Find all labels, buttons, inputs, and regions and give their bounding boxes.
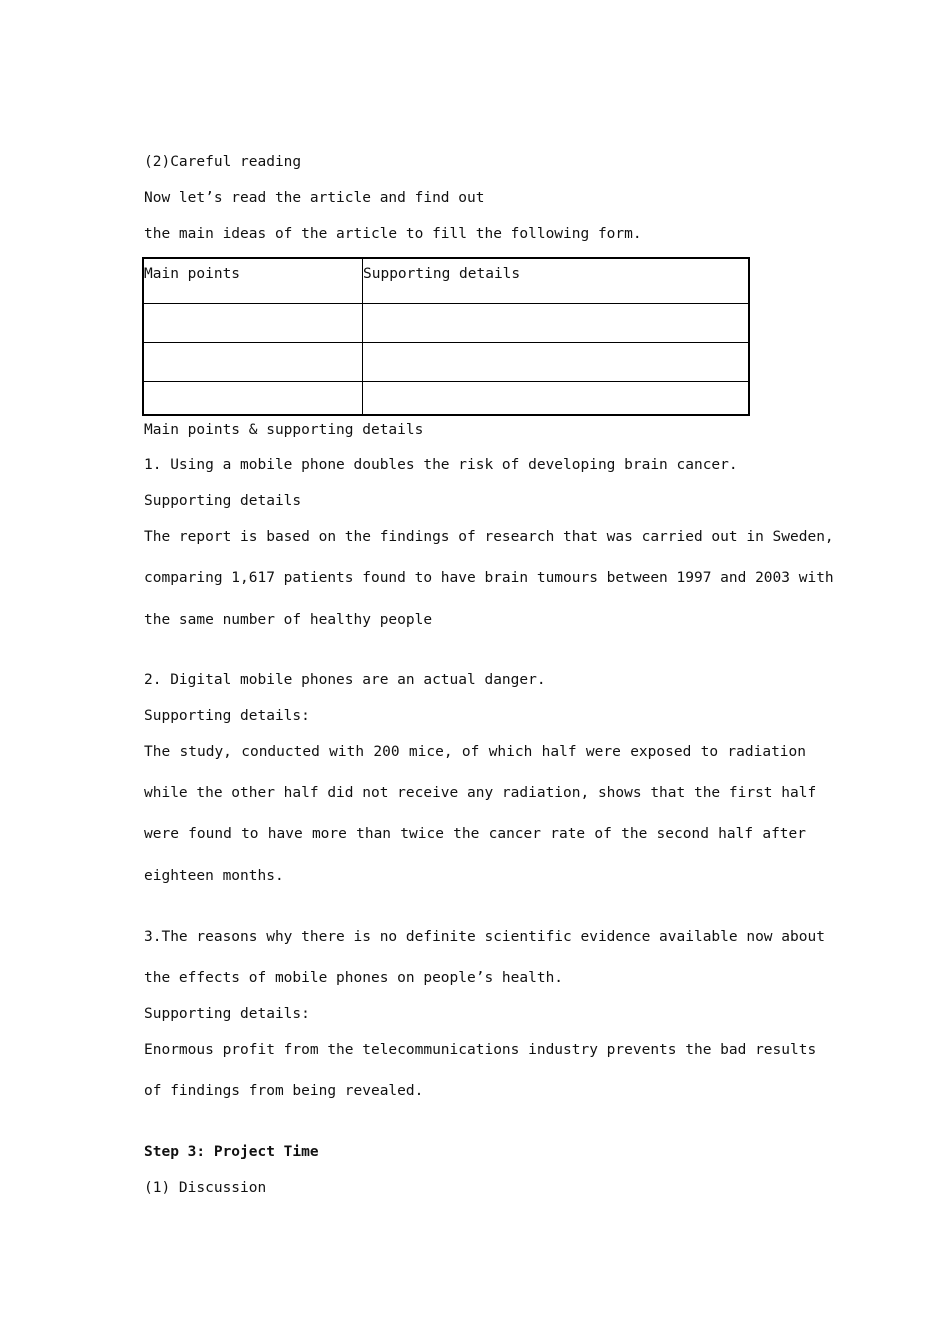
form-header-supporting-details: Supporting details [363,258,750,304]
detail-line: of findings from being revealed. [144,1083,424,1099]
detail-line: eighteen months. [144,868,284,884]
answers-heading: Main points & supporting details [144,422,424,438]
form-header-row [143,258,749,304]
section-heading: (2)Careful reading [144,154,302,170]
form-cell[interactable] [143,382,363,416]
main-points-form [142,257,750,416]
detail-line: while the other half did not receive any radiation, shows that the first half [144,785,817,801]
detail-line: the same number of healthy people [144,612,433,628]
step3-heading: Step 3: Project Time [144,1144,319,1160]
main-point-1: 1. Using a mobile phone doubles the risk of developing brain cancer. [144,457,738,473]
supporting-label-2: Supporting details: [144,708,310,724]
main-point-3-cont: the effects of mobile phones on people’s health. [144,970,564,986]
intro-line-1: Now let’s read the article and find out [144,190,485,206]
detail-line: Enormous profit from the telecommunications industry prevents the bad results [144,1042,817,1058]
form-cell[interactable] [363,304,750,343]
main-point-2: 2. Digital mobile phones are an actual danger. [144,672,546,688]
detail-line: comparing 1,617 patients found to have brain tumours between 1997 and 2003 with [144,570,834,586]
detail-line: The study, conducted with 200 mice, of which half were exposed to radiation [144,744,806,760]
detail-line: The report is based on the findings of research that was carried out in Sweden, [144,529,834,545]
supporting-label-3: Supporting details: [144,1006,310,1022]
form-header-main-points: Main points [143,258,363,304]
form-cell[interactable] [363,343,750,382]
form-cell[interactable] [363,382,750,416]
intro-line-2: the main ideas of the article to fill the following form. [144,226,642,242]
form-row [143,304,749,343]
main-point-3: 3.The reasons why there is no definite scientific evidence available now about [144,929,825,945]
step3-subheading: (1) Discussion [144,1180,267,1196]
form-row [143,382,749,416]
form-cell[interactable] [143,343,363,382]
detail-line: were found to have more than twice the cancer rate of the second half after [144,826,806,842]
form-cell[interactable] [143,304,363,343]
form-row [143,343,749,382]
supporting-label-1: Supporting details [144,493,302,509]
